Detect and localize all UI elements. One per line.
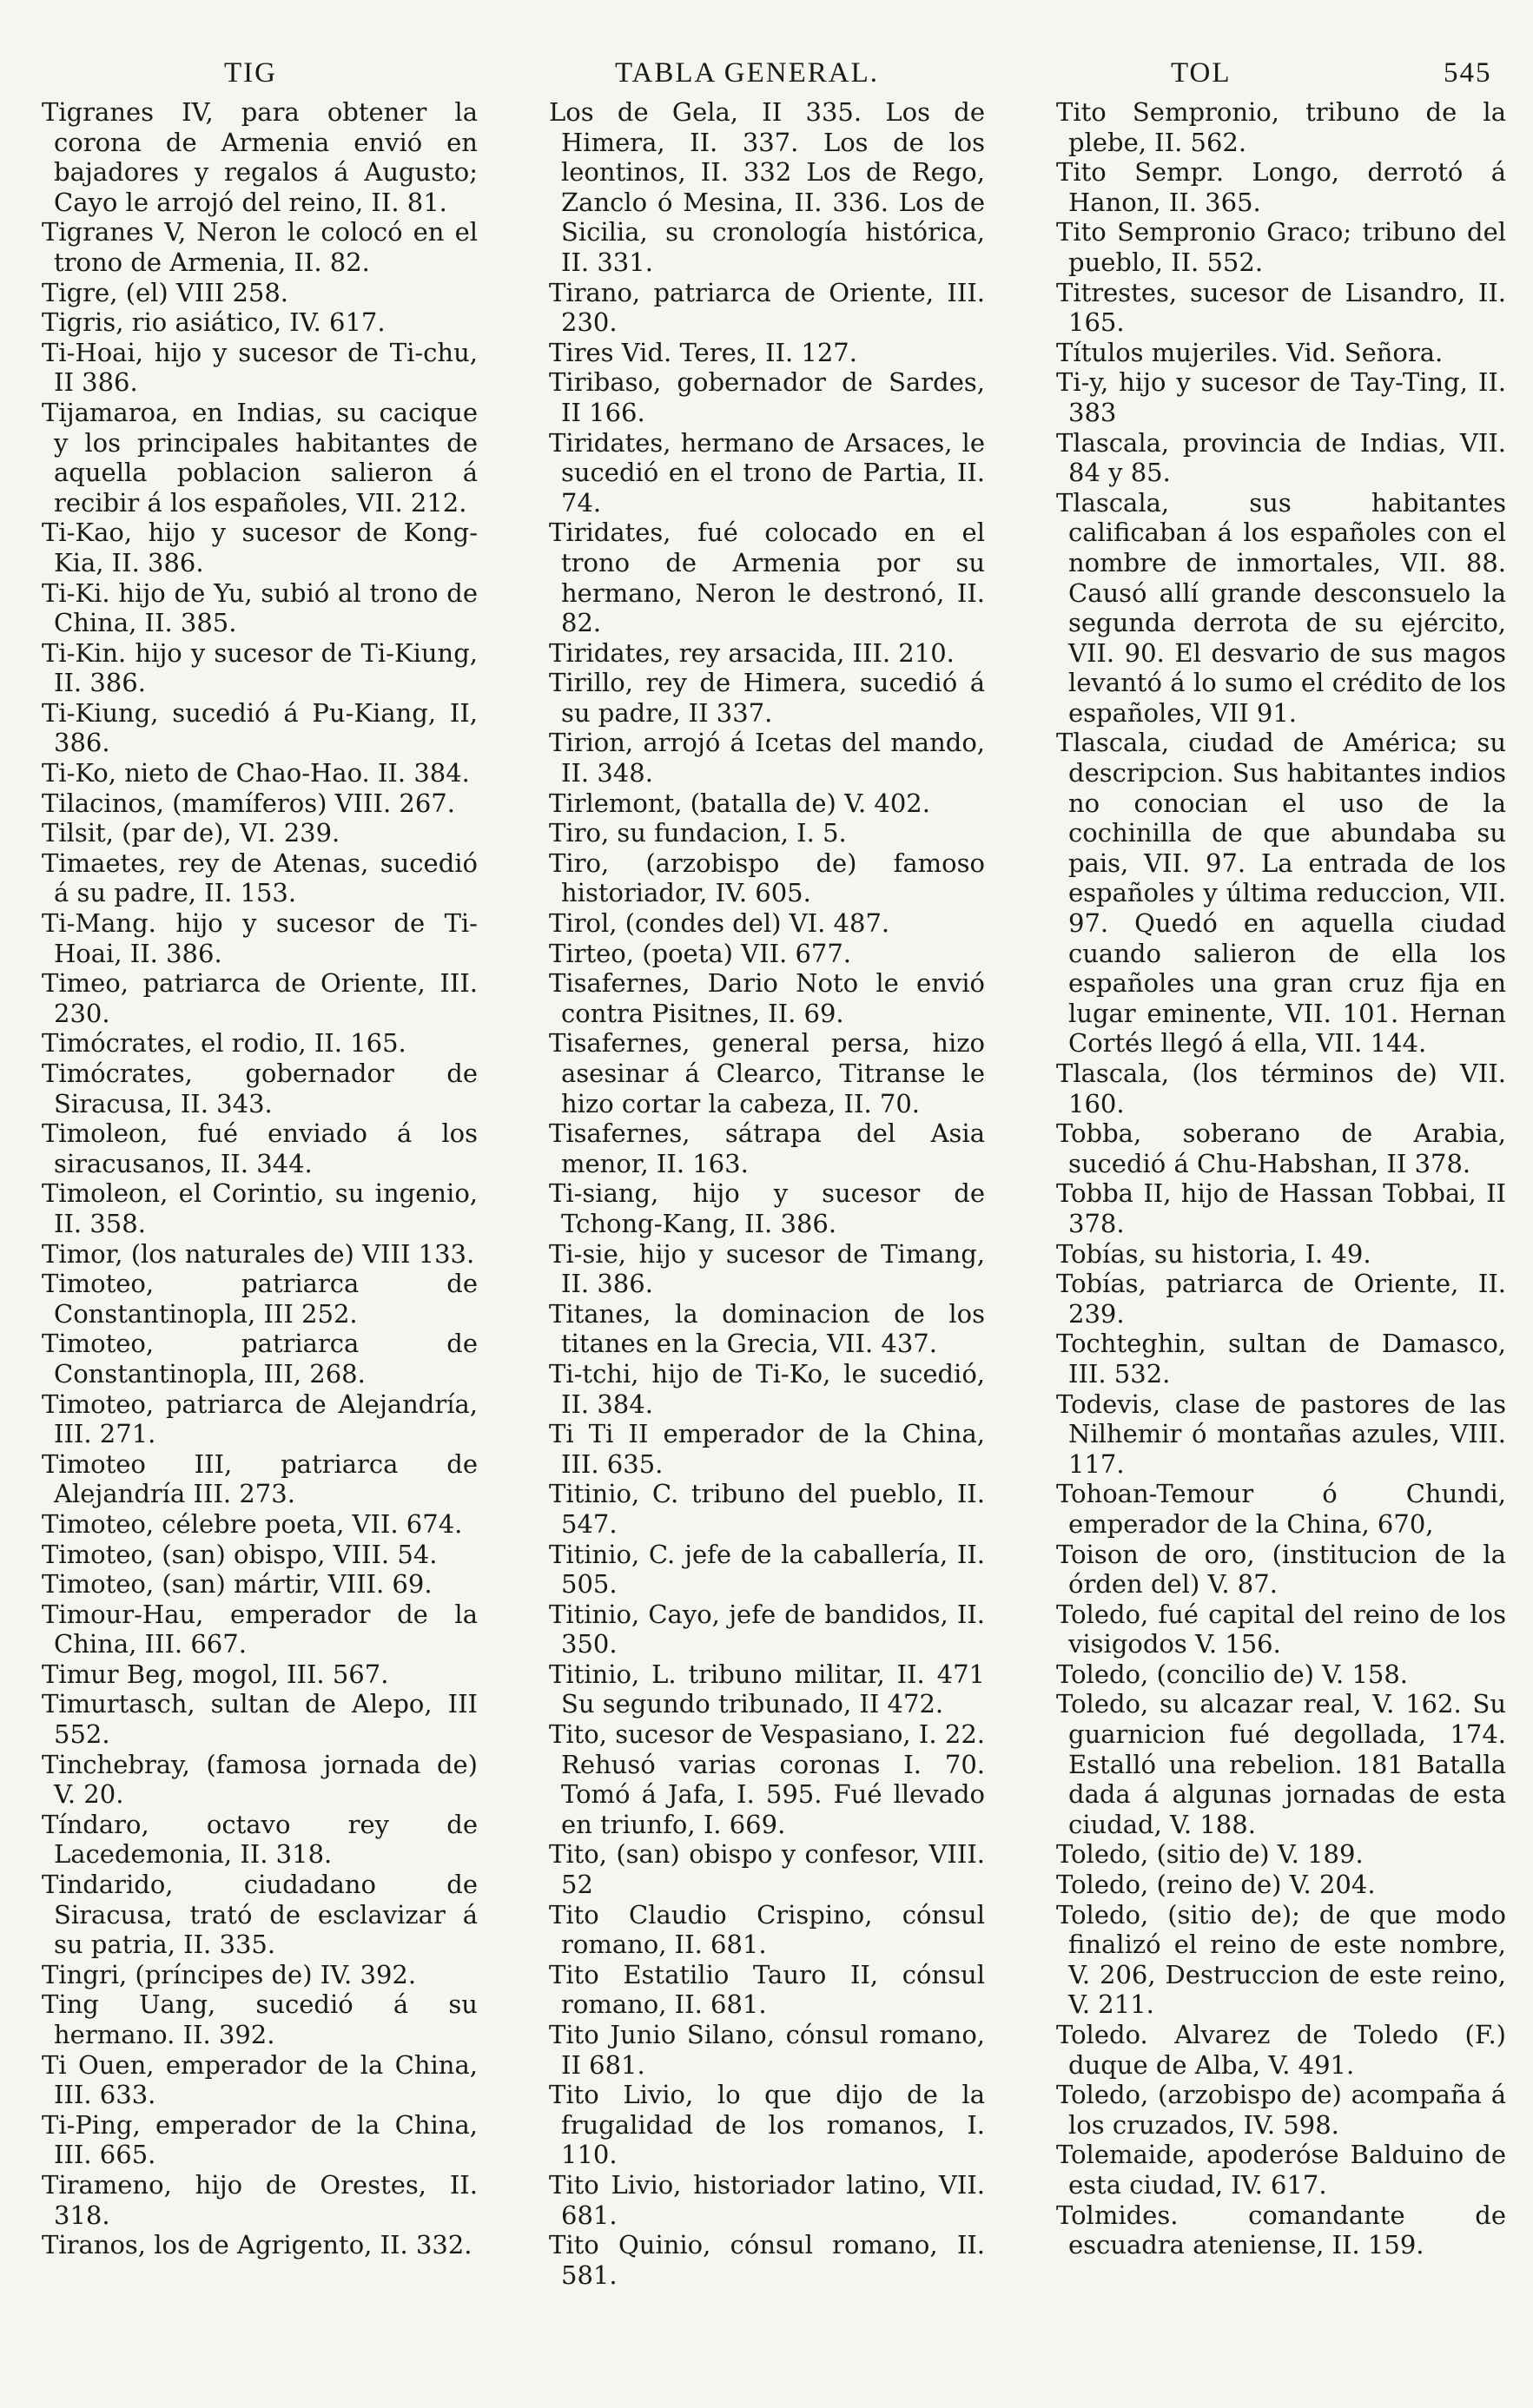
index-entry: Timoteo, patriarca de Constantinopla, III 252. [42, 1269, 478, 1329]
index-entry: Tilacinos, (mamíferos) VIII. 267. [42, 788, 455, 818]
index-entry: Tito, sucesor de Vespasiano, I. 22. Rehusó varias coronas I. 70. Tomó á Jafa, I. 595. Fué llevado en triunfo, I. 669. [549, 1719, 985, 1839]
index-entry: Tito Claudio Crispino, cónsul romano, II. 681. [549, 1899, 985, 1960]
index-entry: Tito Livio, lo que dijo de la frugalidad de los romanos, I. 110. [549, 2080, 985, 2170]
index-entry: Tigre, (el) VIII 258. [42, 277, 289, 307]
index-entry: Tito Estatilio Tauro II, cónsul romano, II. 681. [549, 1959, 985, 2020]
index-entry: Ti Ti II emperador de la China, III. 635. [549, 1419, 985, 1479]
index-entry: Todevis, clase de pastores de las Nilhemir ó montañas azules, VIII. 117. [1056, 1389, 1506, 1479]
index-entry: Timoteo, patriarca de Constantinopla, III, 268. [42, 1329, 478, 1389]
index-entry: Titanes, la dominacion de los titanes en la Grecia, VII. 437. [549, 1298, 985, 1359]
index-entry: Tirano, patriarca de Oriente, III. 230. [549, 277, 985, 338]
index-entry: Ti-y, hijo y sucesor de Tay-Ting, II. 383 [1056, 367, 1506, 427]
index-entry: Títulos mujeriles. Vid. Señora. [1056, 337, 1444, 367]
index-entry: Tinchebray, (famosa jornada de) V. 20. [42, 1749, 478, 1810]
index-entry: Tito Quinio, cónsul romano, II. 581. [549, 2230, 985, 2290]
index-entry: Timoteo III, patriarca de Alejandría III. 273. [42, 1448, 478, 1509]
index-entry: Tirion, arrojó á Icetas del mando, II. 348. [549, 728, 985, 788]
index-entry: Tochteghin, sultan de Damasco, III. 532. [1056, 1329, 1506, 1389]
index-entry: Tobías, patriarca de Oriente, II. 239. [1056, 1269, 1506, 1329]
header-title: TABLA GENERAL. [615, 57, 880, 89]
index-entry: Tiridates, rey arsacida, III. 210. [549, 637, 955, 668]
index-entry: Timoleon, el Corintio, su ingenio, II. 358. [42, 1178, 478, 1238]
index-entry: Tobba II, hijo de Hassan Tobbai, II 378. [1056, 1178, 1506, 1238]
index-entry: Timoleon, fué enviado á los siracusanos, II. 344. [42, 1118, 478, 1178]
index-entry: Titinio, Cayo, jefe de bandidos, II. 350. [549, 1599, 985, 1659]
index-entry: Tisafernes, general persa, hizo asesinar á Clearco, Titranse le hizo cortar la cabeza, II. 70. [549, 1028, 985, 1118]
index-entry: Timour-Hau, emperador de la China, III. 667. [42, 1599, 478, 1659]
index-entry: Toledo, (concilio de) V. 158. [1056, 1659, 1409, 1689]
index-entry: Tilsit, (par de), VI. 239. [42, 818, 340, 848]
index-entry: Tohoan-Temour ó Chundi, emperador de la China, 670, [1056, 1479, 1506, 1539]
index-entry: Tirlemont, (batalla de) V. 402. [549, 788, 930, 818]
index-entry: Tiridates, fué colocado en el trono de Armenia por su hermano, Neron le destronó, II. 82. [549, 518, 985, 638]
index-entry: Ti-Kao, hijo y sucesor de Kong-Kia, II. 386. [42, 518, 478, 577]
index-entry: Ti Ouen, emperador de la China, III. 633. [42, 2049, 478, 2110]
header-left-keyword: TIG [224, 57, 277, 89]
index-entry: Tirteo, (poeta) VII. 677. [549, 938, 852, 968]
index-entry: Ti-Mang. hijo y sucesor de Ti-Hoai, II. 386. [42, 908, 478, 968]
index-entry: Titinio, C. tribuno del pueblo, II. 547. [549, 1479, 985, 1539]
index-entry: Tiribaso, gobernador de Sardes, II 166. [549, 367, 985, 427]
index-entry: Tiranos, los de Agrigento, II. 332. [42, 2230, 472, 2260]
index-entry: Tiridates, hermano de Arsaces, le sucedió en el trono de Partia, II. 74. [549, 427, 985, 518]
index-entry: Timoteo, patriarca de Alejandría, III. 271. [42, 1389, 478, 1449]
page-header [0, 57, 1533, 97]
index-entry: Ti-siang, hijo y sucesor de Tchong-Kang, II. 386. [549, 1178, 985, 1238]
index-entry: Tigranes V, Neron le colocó en el trono de Armenia, II. 82. [42, 217, 478, 277]
index-entry: Tigris, rio asiático, IV. 617. [42, 307, 386, 338]
index-entry: Timurtasch, sultan de Alepo, III 552. [42, 1689, 478, 1750]
index-entry: Tirillo, rey de Himera, sucedió á su padre, II 337. [549, 668, 985, 728]
index-entry: Titrestes, sucesor de Lisandro, II. 165. [1056, 277, 1506, 338]
index-entry: Tirol, (condes del) VI. 487. [549, 908, 890, 939]
index-entry: Timoteo, (san) obispo, VIII. 54. [42, 1539, 438, 1569]
index-entry: Tires Vid. Teres, II. 127. [549, 337, 857, 367]
index-entry: Tito Sempronio, tribuno de la plebe, II. 562. [1056, 97, 1506, 157]
index-entry: Ti-Kiung, sucedió á Pu-Kiang, II, 386. [42, 697, 478, 758]
index-entry: Toledo, su alcazar real, V. 162. Su guarnicion fué degollada, 174. Estalló una rebelion. 181 Batalla dada á algunas jornadas de esta ciudad, V. 188. [1056, 1689, 1506, 1839]
index-entry: Ti-Ki. hijo de Yu, subió al trono de China, II. 385. [42, 577, 478, 638]
index-entry: Timeo, patriarca de Oriente, III. 230. [42, 968, 478, 1028]
index-entry: Timur Beg, mogol, III. 567. [42, 1659, 389, 1689]
index-entry: Timaetes, rey de Atenas, sucedió á su padre, II. 153. [42, 848, 478, 908]
index-entry: Ti-Ping, emperador de la China, III. 665. [42, 2109, 478, 2170]
index-entry: Tiro, su fundacion, I. 5. [549, 818, 847, 848]
index-column-3 [1056, 97, 1506, 2260]
header-right-keyword: TOL [1171, 57, 1232, 89]
index-entry: Timoteo, célebre poeta, VII. 674. [42, 1508, 463, 1539]
index-entry: Timócrates, el rodio, II. 165. [42, 1028, 406, 1059]
index-entry: Tingri, (príncipes de) IV. 392. [42, 1959, 417, 1989]
index-entry: Tíndaro, octavo rey de Lacedemonia, II. 318. [42, 1809, 478, 1870]
index-entry: Toledo, fué capital del reino de los visigodos V. 156. [1056, 1599, 1506, 1659]
index-entry: Tijamaroa, en Indias, su cacique y los principales habitantes de aquella poblacion salieron á recibir á los españoles, VII. 212. [42, 397, 478, 518]
index-entry: Ti-Kin. hijo y sucesor de Ti-Kiung, II. 386. [42, 637, 478, 698]
index-entry: Ti-tchi, hijo de Ti-Ko, le sucedió, II. 384. [549, 1358, 985, 1419]
index-entry: Tobba, soberano de Arabia, sucedió á Chu-Habshan, II 378. [1056, 1118, 1506, 1178]
index-entry: Ti-Ko, nieto de Chao-Hao. II. 384. [42, 758, 470, 788]
index-entry: Tisafernes, Dario Noto le envió contra Pisitnes, II. 69. [549, 968, 985, 1028]
index-entry: Ti-sie, hijo y sucesor de Timang, II. 386. [549, 1238, 985, 1299]
index-entry: Tlascala, (los términos de) VII. 160. [1056, 1059, 1506, 1118]
index-column-2 [549, 97, 985, 2290]
index-entry: Timor, (los naturales de) VIII 133. [42, 1238, 475, 1269]
index-entry: Timócrates, gobernador de Siracusa, II. 343. [42, 1059, 478, 1118]
index-entry: Tolmides. comandante de escuadra ateniense, II. 159. [1056, 2200, 1506, 2260]
index-entry: Toledo, (sitio de) V. 189. [1056, 1839, 1364, 1870]
index-entry: Toledo. Alvarez de Toledo (F.) duque de Alba, V. 491. [1056, 2020, 1506, 2080]
index-entry: Tito Junio Silano, cónsul romano, II 681. [549, 2020, 985, 2080]
index-entry: Toison de oro, (institucion de la órden del) V. 87. [1056, 1539, 1506, 1600]
index-entry: Tisafernes, sátrapa del Asia menor, II. 163. [549, 1118, 985, 1178]
index-entry: Timoteo, (san) mártir, VIII. 69. [42, 1569, 433, 1600]
index-entry: Tobías, su historia, I. 49. [1056, 1238, 1371, 1269]
index-entry: Tito, (san) obispo y confesor, VIII. 52 [549, 1839, 985, 1900]
page-number: 545 [1444, 57, 1492, 89]
index-entry: Ting Uang, sucedió á su hermano. II. 392. [42, 1989, 478, 2049]
index-entry: Toledo, (sitio de); de que modo finalizó el reino de este nombre, V. 206, Destruccion de este reino, V. 211. [1056, 1899, 1506, 2020]
index-entry: Tirameno, hijo de Orestes, II. 318. [42, 2169, 478, 2230]
index-entry: Tlascala, provincia de Indias, VII. 84 y 85. [1056, 427, 1506, 488]
index-entry: Tindarido, ciudadano de Siracusa, trató de esclavizar á su patria, II. 335. [42, 1870, 478, 1960]
index-entry: Tigranes IV, para obtener la corona de Armenia envió en bajadores y regalos á Augusto; Cayo le arrojó del reino, II. 81. [42, 97, 478, 217]
index-entry: Toledo, (reino de) V. 204. [1056, 1870, 1376, 1900]
index-entry: Tlascala, ciudad de América; su descripcion. Sus habitantes indios no conocian el uso de la cochinilla de que abundaba su pais, VII. 97. La entrada de los españoles y última reduccion, VII. 97. Quedó en aquella ciudad cuando salieron de ella los españoles una gran cruz fija en lugar eminente, VII. 101. Hernan Cortés llegó á ella, VII. 144. [1056, 728, 1506, 1059]
index-entry: Tito Sempr. Longo, derrotó á Hanon, II. 365. [1056, 157, 1506, 217]
index-entry: Tolemaide, apoderóse Balduino de esta ciudad, IV. 617. [1056, 2140, 1506, 2200]
index-entry: Titinio, L. tribuno militar, II. 471 Su segundo tribunado, II 472. [549, 1659, 985, 1719]
index-entry: Tito Livio, historiador latino, VII. 681. [549, 2169, 985, 2230]
index-entry: Tiro, (arzobispo de) famoso historiador, IV. 605. [549, 848, 985, 908]
index-entry: Tlascala, sus habitantes calificaban á los españoles con el nombre de inmortales, VII. 88. Causó allí grande desconsuelo la segunda derrota de su ejército, VII. 90. El desvario de sus magos levantó á lo sumo el crédito de los españoles, VII 91. [1056, 487, 1506, 728]
index-entry: Titinio, C. jefe de la caballería, II. 505. [549, 1539, 985, 1600]
index-entry: Tito Sempronio Graco; tribuno del pueblo, II. 552. [1056, 217, 1506, 277]
index-entry: Los de Gela, II 335. Los de Himera, II. 337. Los de los leontinos, II. 332 Los de Rego, Zanclo ó Mesina, II. 336. Los de Sicilia, su cronología histórica, II. 331. [549, 97, 985, 277]
index-entry: Toledo, (arzobispo de) acompaña á los cruzados, IV. 598. [1056, 2080, 1506, 2140]
index-column-1 [42, 97, 478, 2260]
index-entry: Ti-Hoai, hijo y sucesor de Ti-chu, II 386. [42, 337, 478, 398]
